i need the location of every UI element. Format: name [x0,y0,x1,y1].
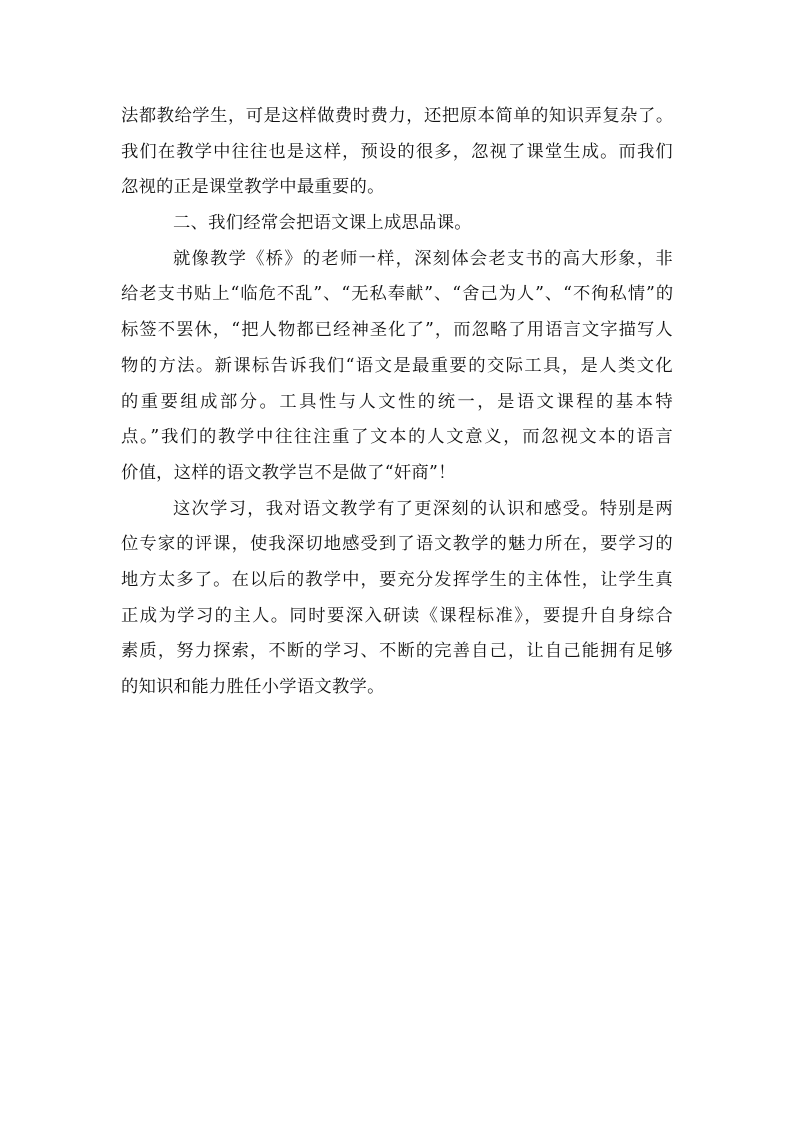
text-line: 这次学习，我对语文教学有了更深刻的认识和感受。特别是两 [173,498,673,519]
text-line: 价值，这样的语文教学岂不是做了“奸商”！ [121,462,456,483]
text-line: 地方太多了。在以后的教学中，要充分发挥学生的主体性，让学生真 [121,569,673,590]
paragraph-bridge-lesson [121,242,673,492]
section-heading [121,206,673,242]
text-line: 素质，努力探索，不断的学习、不断的完善自己，让自己能拥有足够 [121,641,673,662]
text-line: 忽视的正是课堂教学中最重要的。 [121,177,385,198]
document-body [121,99,673,706]
text-line: 给老支书贴上“临危不乱”、“无私奉献”、“舍己为人”、“不徇私情”的 [121,284,673,305]
paragraph-continuation [121,99,673,206]
paragraph-reflection [121,492,673,706]
text-line: 标签不罢休，“把人物都已经神圣化了”，而忽略了用语言文字描写人 [121,320,673,341]
text-line: 我们在教学中往往也是这样，预设的很多，忽视了课堂生成。而我们 [121,141,673,162]
text-line: 的重要组成部分。工具性与人文性的统一，是语文课程的基本特 [121,391,673,412]
text-line: 正成为学习的主人。同时要深入研读《课程标准》，要提升自身综合 [121,605,673,626]
text-line: 法都教给学生，可是这样做费时费力，还把原本简单的知识弄复杂了。 [121,106,673,126]
text-line: 位专家的评课，使我深切地感受到了语文教学的魅力所在，要学习的 [121,534,673,555]
text-line: 的知识和能力胜任小学语文教学。 [121,677,385,697]
heading-text: 二、我们经常会把语文课上成思品课。 [173,213,472,234]
text-line: 点。”我们的教学中往往注重了文本的人文意义，而忽视文本的语言 [121,427,673,448]
text-line: 物的方法。新课标告诉我们“语文是最重要的交际工具，是人类文化 [121,355,673,376]
text-line: 就像教学《桥》的老师一样，深刻体会老支书的高大形象，非 [173,248,673,269]
